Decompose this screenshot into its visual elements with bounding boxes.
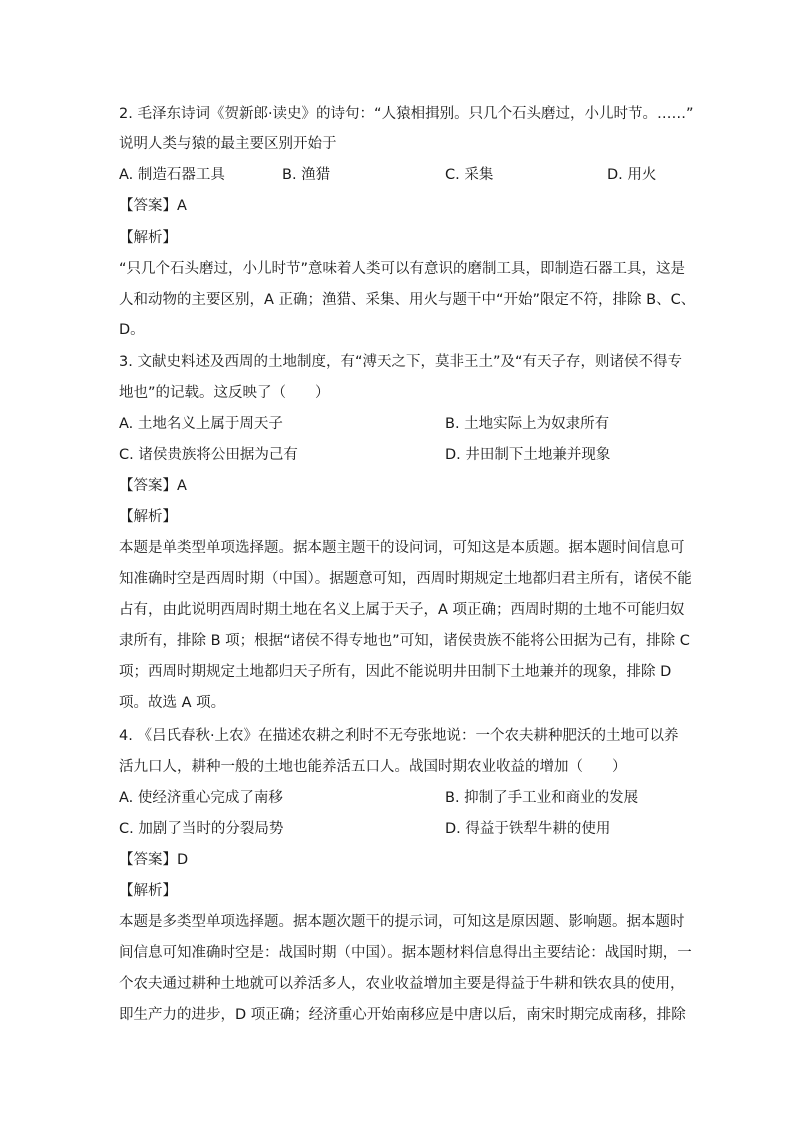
q4-analysis-line-3: 个农夫通过耕种土地就可以养活多人，农业收益增加主要是得益于牛耕和铁农具的使用， [119,976,685,992]
q2-answer: 【答案】A [119,198,187,214]
q2-option-d: D. 用火 [607,167,657,183]
q4-analysis-line-2: 间信息可知准确时空是：战国时期（中国）。据本题材料信息得出主要结论：战国时期，一 [119,945,692,961]
q4-answer: 【答案】D [119,852,189,868]
q3-analysis-line-4: 隶所有，排除 B 项；根据“诸侯不得专地也”可知，诸侯贵族不能将公田据为己有，排除 C [119,633,690,649]
q3-analysis-line-5: 项；西周时期规定土地都归天子所有，因此不能说明井田制下土地兼并的现象，排除 D [119,664,672,680]
q4-option-d: D. 得益于铁犁牛耕的使用 [445,821,611,837]
q3-stem-line-2: 地也”的记载。这反映了（ ） [119,385,330,401]
q2-option-a: A. 制造石器工具 [119,167,225,183]
q3-option-c: C. 诸侯贵族将公田据为己有 [119,447,298,463]
q4-option-a: A. 使经济重心完成了南移 [119,790,283,806]
q2-analysis-line-2: 人和动物的主要区别，A 正确；渔猎、采集、用火与题干中“开始”限定不符，排除 B、C、 [119,292,696,308]
q3-option-b: B. 土地实际上为奴隶所有 [445,416,610,432]
q3-analysis-line-3: 占有，由此说明西周时期土地在名义上属于天子，A 项正确；西周时期的土地不可能归奴 [119,602,685,618]
q3-analysis-label: 【解析】 [119,509,177,525]
q2-option-c: C. 采集 [445,167,494,183]
q2-stem-line-1: 2. 毛泽东诗词《贺新郎·读史》的诗句：“人猿相揖别。只几个石头磨过，小儿时节。……” [119,106,694,122]
q2-analysis-label: 【解析】 [119,230,177,246]
q4-stem-line-1: 4. 《吕氏春秋·上农》在描述农耕之利时不无夸张地说：一个农夫耕种肥沃的土地可以养 [119,728,679,744]
q2-analysis-line-1: “只几个石头磨过，小儿时节”意味着人类可以有意识的磨制工具，即制造石器工具，这是 [119,261,686,277]
q3-analysis-line-6: 项。故选 A 项。 [119,695,226,711]
q4-stem-line-2: 活九口人，耕种一般的土地也能养活五口人。战国时期农业收益的增加（ ） [119,759,627,775]
q3-option-d: D. 井田制下土地兼并现象 [445,447,611,463]
q2-stem-line-2: 说明人类与猿的最主要区别开始于 [119,136,337,152]
q4-analysis-line-4: 即生产力的进步，D 项正确；经济重心开始南移应是中唐以后，南宋时期完成南移，排除 [119,1007,686,1023]
q4-analysis-label: 【解析】 [119,883,177,899]
q3-answer: 【答案】A [119,478,187,494]
q2-option-b: B. 渔猎 [282,167,331,183]
q3-stem-line-1: 3. 文献史料述及西周的土地制度，有“溥天之下，莫非王土”及“有天子存，则诸侯不得专 [119,354,682,370]
q4-option-c: C. 加剧了当时的分裂局势 [119,821,284,837]
q3-analysis-line-1: 本题是单类型单项选择题。据本题主题干的设问词，可知这是本质题。据本题时间信息可 [119,540,685,556]
q3-analysis-line-2: 知准确时空是西周时期（中国）。据题意可知，西周时期规定土地都归君主所有，诸侯不能 [119,571,692,587]
q3-option-a: A. 土地名义上属于周天子 [119,416,283,432]
q2-analysis-line-3: D。 [119,322,145,338]
q4-option-b: B. 抑制了手工业和商业的发展 [445,790,639,806]
q4-analysis-line-1: 本题是多类型单项选择题。据本题次题干的提示词，可知这是原因题、影响题。据本题时 [119,914,685,930]
